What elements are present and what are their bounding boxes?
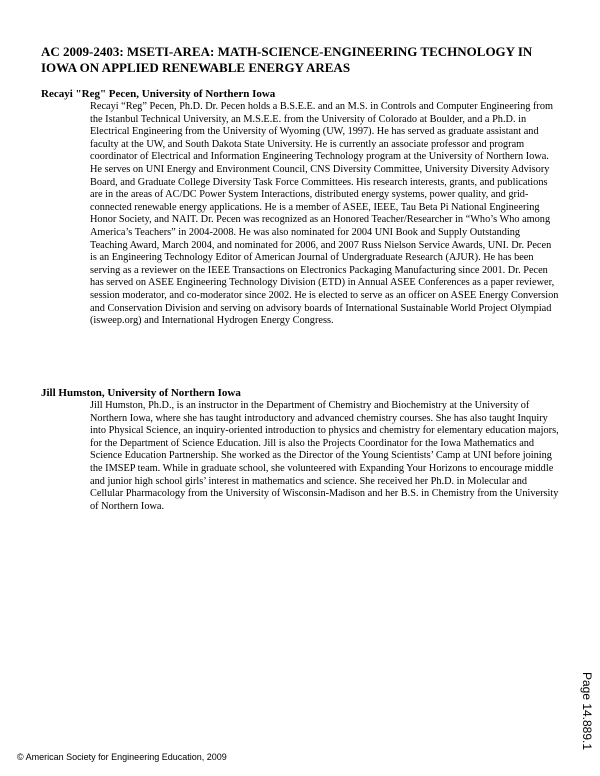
copyright-footer: © American Society for Engineering Education, 2009 (17, 752, 227, 762)
author-heading: Jill Humston, University of Northern Iowa (41, 387, 241, 399)
author-heading: Recayi "Reg" Pecen, University of Northern Iowa (41, 88, 276, 100)
author-bio-humston (41, 387, 561, 513)
author-bio-pecen (41, 88, 561, 328)
author-bio-text: Recayi “Reg” Pecen, Ph.D. Dr. Pecen holds a B.S.E.E. and an M.S. in Controls and Computer Engineering from the Istanbul Technical University, an M.S.E.E. from the University of Colorado at Boulder, and a Ph.D. in Electrical Engineering from the University of Wyoming (UW, 1997). He has served as graduate assistant and faculty at the UW, and South Dakota State University. He is currently an associate professor and program coordinator of Electrical and Information Engineering Technology program at the University of Northern Iowa. He serves on UNI Energy and Environment Council, CNS Diversity Committee, University Diversity Advisory Board, and Graduate College Diversity Task Force Committees. His research interests, grants, and publications are in the areas of AC/DC Power System Interactions, distributed energy systems, power quality, and grid-connected renewable energy applications. He is a member of ASEE, IEEE, Tau Beta Pi National Engineering Honor Society, and NAIT. Dr. Pecen was recognized as an Honored Teacher/Researcher in “Who’s Who among America’s Teachers” in 2004-2008. He was also nominated for 2004 UNI Book and Supply Outstanding Teaching Award, March 2004, and nominated for 2006, and 2007 Russ Nielson Service Awards, UNI. Dr. Pecen is an Engineering Technology Editor of American Journal of Undergraduate Research (AJUR). He has been serving as a reviewer on the IEEE Transactions on Electronics Packaging Manufacturing since 2001. Dr. Pecen has served on ASEE Engineering Technology Division (ETD) in Annual ASEE Conferences as a paper reviewer, session moderator, and co-moderator since 2002. He is elected to serve as an officer on ASEE Energy Conversion and Conservation Division and serving on advisory boards of International Sustainable World Project Olympiad (isweep.org) and International Hydrogen Energy Congress. (90, 101, 559, 327)
author-bio-text: Jill Humston, Ph.D., is an instructor in the Department of Chemistry and Biochemistry at the University of Northern Iowa, where she has taught introductory and advanced chemistry courses. She has also taught Inquiry into Physical Science, an inquiry-oriented introduction to physics and chemistry for elementary education majors, for the Department of Science Education. Jill is also the Projects Coordinator for the Iowa Mathematics and Science Education Partnership. She worked as the Director of the Young Scientists’ Camp at UNI before joining the IMSEP team. While in graduate school, she volunteered with Expanding Your Horizons to encourage middle and junior high school girls’ interest in mathematics and science. She received her Ph.D. in Molecular and Cellular Pharmacology from the University of Wisconsin-Madison and her B.S. in Chemistry from the University of Northern Iowa. (90, 400, 559, 512)
page-number-text: Page 14.889.1 (579, 671, 594, 751)
page-number-stamp (580, 668, 593, 754)
paper-title: AC 2009-2403: MSETI-AREA: MATH-SCIENCE-ENGINEERING TECHNOLOGY IN IOWA ON APPLIED RENEWABLE ENERGY AREAS (41, 44, 533, 75)
